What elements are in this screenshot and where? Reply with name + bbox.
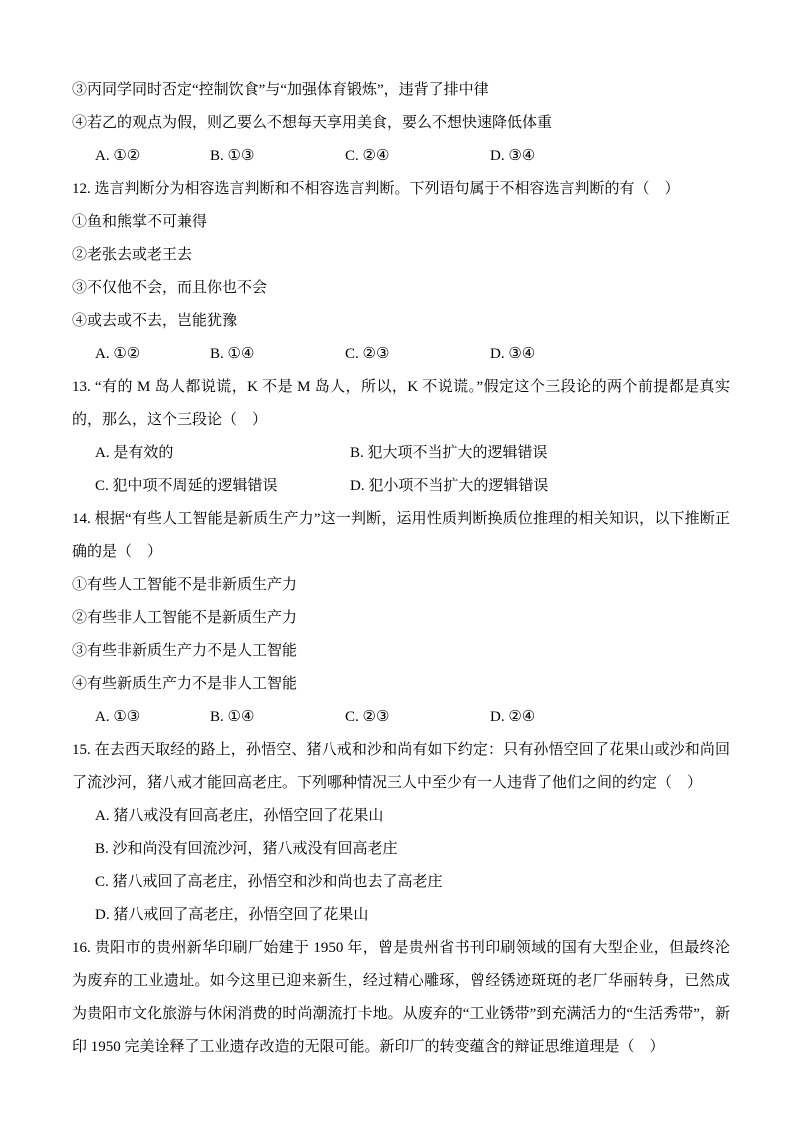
q14-answer-c: C. ②③ <box>345 709 390 725</box>
q12-item-1: ①鱼和熊掌不可兼得 <box>72 214 208 230</box>
q11-item-3: ③丙同学同时否定“控制饮食”与“加强体育锻炼”，违背了排中律 <box>72 82 489 98</box>
q12-item-3: ③不仅他不会，而且你也不会 <box>72 280 268 296</box>
q14-answer-a: A. ①③ <box>95 709 141 725</box>
q12-answer-b: B. ①④ <box>210 346 255 362</box>
q15-option-d: D. 猪八戒回了高老庄，孙悟空回了花果山 <box>95 907 369 923</box>
q15-option-b: B. 沙和尚没有回流沙河，猪八戒没有回高老庄 <box>95 841 398 857</box>
q13-option-d: D. 犯小项不当扩大的逻辑错误 <box>350 478 549 494</box>
q14-item-2: ②有些非人工智能不是新质生产力 <box>72 610 298 626</box>
q12-stem: 12. 选言判断分为相容选言判断和不相容选言判断。下列语句属于不相容选言判断的有（ ） <box>72 181 680 197</box>
q13-options-row-1 <box>72 437 730 470</box>
q11-answer-d: D. ③④ <box>490 148 536 164</box>
q12-item-2: ②老张去或老王去 <box>72 247 193 263</box>
q14-item-4: ④有些新质生产力不是非人工智能 <box>72 676 298 692</box>
q11-answer-c: C. ②④ <box>345 148 390 164</box>
q11-item-4: ④若乙的观点为假，则乙要么不想每天享用美食，要么不想快速降低体重 <box>72 115 553 131</box>
q13-options-row-2 <box>72 470 730 503</box>
q14-item-1: ①有些人工智能不是非新质生产力 <box>72 577 298 593</box>
q14-answer-row <box>72 701 730 734</box>
q13-option-c: C. 犯中项不周延的逻辑错误 <box>95 478 278 494</box>
q14-answer-b: B. ①④ <box>210 709 255 725</box>
q12-answer-d: D. ③④ <box>490 346 536 362</box>
q12-answer-row <box>72 338 730 371</box>
q16-stem: 16. 贵阳市的贵州新华印刷厂始建于 1950 年，曾是贵州省书刊印刷领域的国有大型企业，但最终沦为废弃的工业遗址。如今这里已迎来新生，经过精心雕琢，曾经锈迹斑斑的老厂华丽转身，已然成为贵阳市文化旅游与休闲消费的时尚潮流打卡地。从废弃的“工业锈带”到充满活力的“生活秀带”，新印 1950 完美诠释了工业遗存改造的无限可能。新印厂的转变蕴含的辩证思维道理是（ ） <box>72 940 730 1055</box>
q11-answer-a: A. ①② <box>95 148 141 164</box>
q13-stem: 13. “有的 M 岛人都说谎，K 不是 M 岛人，所以，K 不说谎。”假定这个三段论的两个前提都是真实的，那么，这个三段论（ ） <box>72 379 730 428</box>
q12-item-4: ④或去或不去，岂能犹豫 <box>72 313 238 329</box>
q12-answer-a: A. ①② <box>95 346 141 362</box>
q14-answer-d: D. ②④ <box>490 709 536 725</box>
q11-answer-b: B. ①③ <box>210 148 255 164</box>
q13-option-a: A. 是有效的 <box>95 445 174 461</box>
q11-answer-row <box>72 140 730 173</box>
q12-answer-c: C. ②③ <box>345 346 390 362</box>
q13-option-b: B. 犯大项不当扩大的逻辑错误 <box>350 445 548 461</box>
q14-stem: 14. 根据“有些人工智能是新质生产力”这一判断，运用性质判断换质位推理的相关知识，以下推断正确的是（ ） <box>72 511 730 560</box>
q15-option-a: A. 猪八戒没有回高老庄，孙悟空回了花果山 <box>95 808 384 824</box>
q14-item-3: ③有些非新质生产力不是人工智能 <box>72 643 298 659</box>
q15-option-c: C. 猪八戒回了高老庄，孙悟空和沙和尚也去了高老庄 <box>95 874 443 890</box>
q15-stem: 15. 在去西天取经的路上，孙悟空、猪八戒和沙和尚有如下约定：只有孙悟空回了花果山或沙和尚回了流沙河，猪八戒才能回高老庄。下列哪种情况三人中至少有一人违背了他们之间的约定（ ） <box>72 742 730 791</box>
